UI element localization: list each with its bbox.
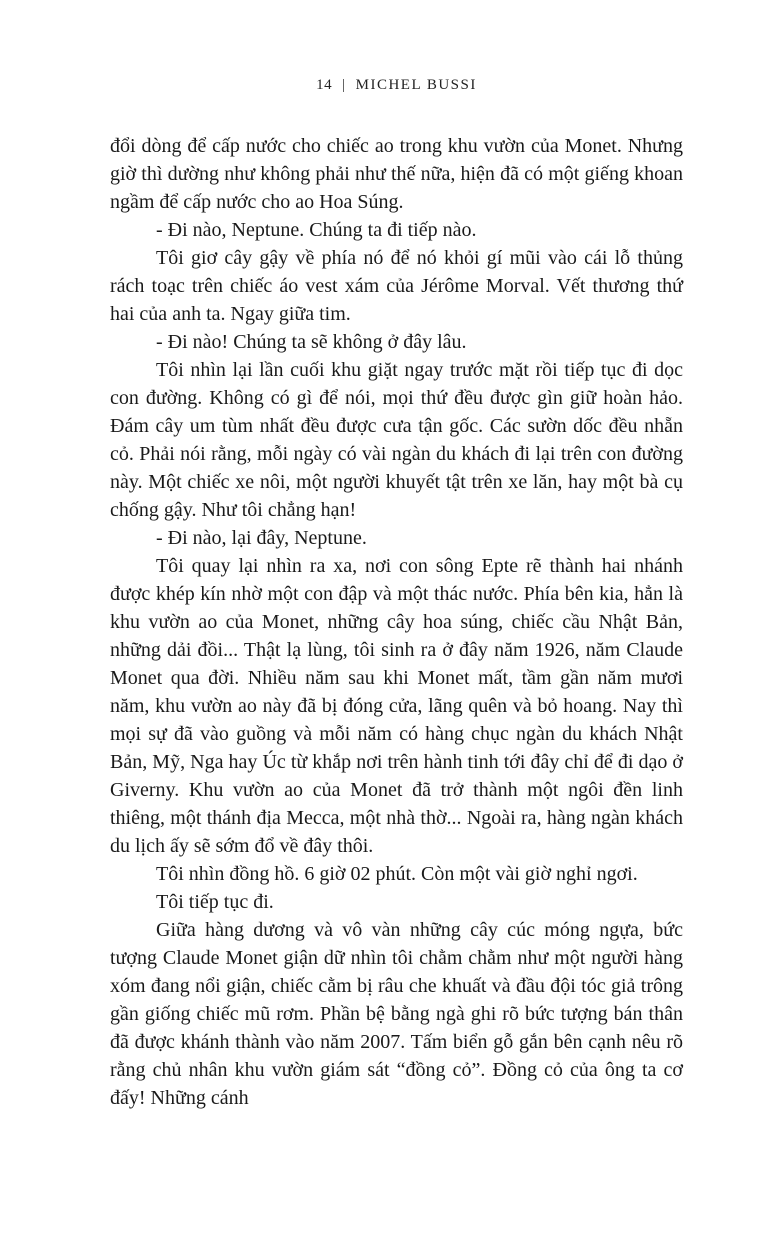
header-separator: | [342, 77, 346, 93]
paragraph: Tôi tiếp tục đi. [156, 891, 274, 913]
paragraph: Tôi nhìn lại lần cuối khu giặt ngay trước mặt rồi tiếp tục đi dọc con đường. Không có gì để nói, mọi thứ đều được gìn giữ hoàn hảo. Đám cây um tùm nhất đều được cưa tận gốc. Các sườn dốc đều nhẵn cỏ. Phải nói rằng, mỗi ngày có vài ngàn du khách đi lại trên con đường này. Một chiếc xe nôi, một người khuyết tật trên xe lăn, hay một bà cụ chống gậy. Như tôi chẳng hạn! [110, 359, 683, 521]
paragraph: đổi dòng để cấp nước cho chiếc ao trong khu vườn của Monet. Nhưng giờ thì dường như không phải như thế nữa, hiện đã có một giếng khoan ngầm để cấp nước cho ao Hoa Súng. [110, 135, 683, 213]
paragraph: - Đi nào, Neptune. Chúng ta đi tiếp nào. [156, 219, 477, 241]
paragraph: Tôi nhìn đồng hồ. 6 giờ 02 phút. Còn một vài giờ nghỉ ngơi. [156, 863, 638, 885]
paragraph: - Đi nào, lại đây, Neptune. [156, 527, 367, 549]
page-header [110, 76, 683, 94]
page-number: 14 [316, 77, 333, 93]
paragraph: Giữa hàng dương và vô vàn những cây cúc móng ngựa, bức tượng Claude Monet giận dữ nhìn tôi chằm chằm như một người hàng xóm đang nổi giận, chiếc cằm bị râu che khuất và đầu đội tóc giả trông gần giống chiếc mũ rơm. Phần bệ bằng ngà ghi rõ bức tượng bán thân đã được khánh thành vào năm 2007. Tấm biển gỗ gắn bên cạnh nêu rõ rằng chủ nhân khu vườn giám sát “đồng cỏ”. Đồng cỏ của ông ta cơ đấy! Những cánh [110, 919, 683, 1109]
paragraph: - Đi nào! Chúng ta sẽ không ở đây lâu. [156, 331, 467, 353]
page-body [110, 132, 683, 1112]
running-head-author: MICHEL BUSSI [355, 77, 477, 93]
paragraph: Tôi giơ cây gậy về phía nó để nó khỏi gí mũi vào cái lỗ thủng rách toạc trên chiếc áo vest xám của Jérôme Morval. Vết thương thứ hai của anh ta. Ngay giữa tim. [110, 247, 683, 325]
paragraph: Tôi quay lại nhìn ra xa, nơi con sông Epte rẽ thành hai nhánh được khép kín nhờ một con đập và một thác nước. Phía bên kia, hẳn là khu vườn ao của Monet, những cây hoa súng, chiếc cầu Nhật Bản, những dải đồi... Thật lạ lùng, tôi sinh ra ở đây năm 1926, năm Claude Monet qua đời. Nhiều năm sau khi Monet mất, tầm gần năm mươi năm, khu vườn ao này đã bị đóng cửa, lãng quên và bỏ hoang. Nay thì mọi sự đã vào guồng và mỗi năm có hàng chục ngàn du khách Nhật Bản, Mỹ, Nga hay Úc từ khắp nơi trên hành tinh tới đây chỉ để đi dạo ở Giverny. Khu vườn ao của Monet đã trở thành một ngôi đền linh thiêng, một thánh địa Mecca, một nhà thờ... Ngoài ra, hàng ngàn khách du lịch ấy sẽ sớm đổ về đây thôi. [110, 555, 683, 857]
